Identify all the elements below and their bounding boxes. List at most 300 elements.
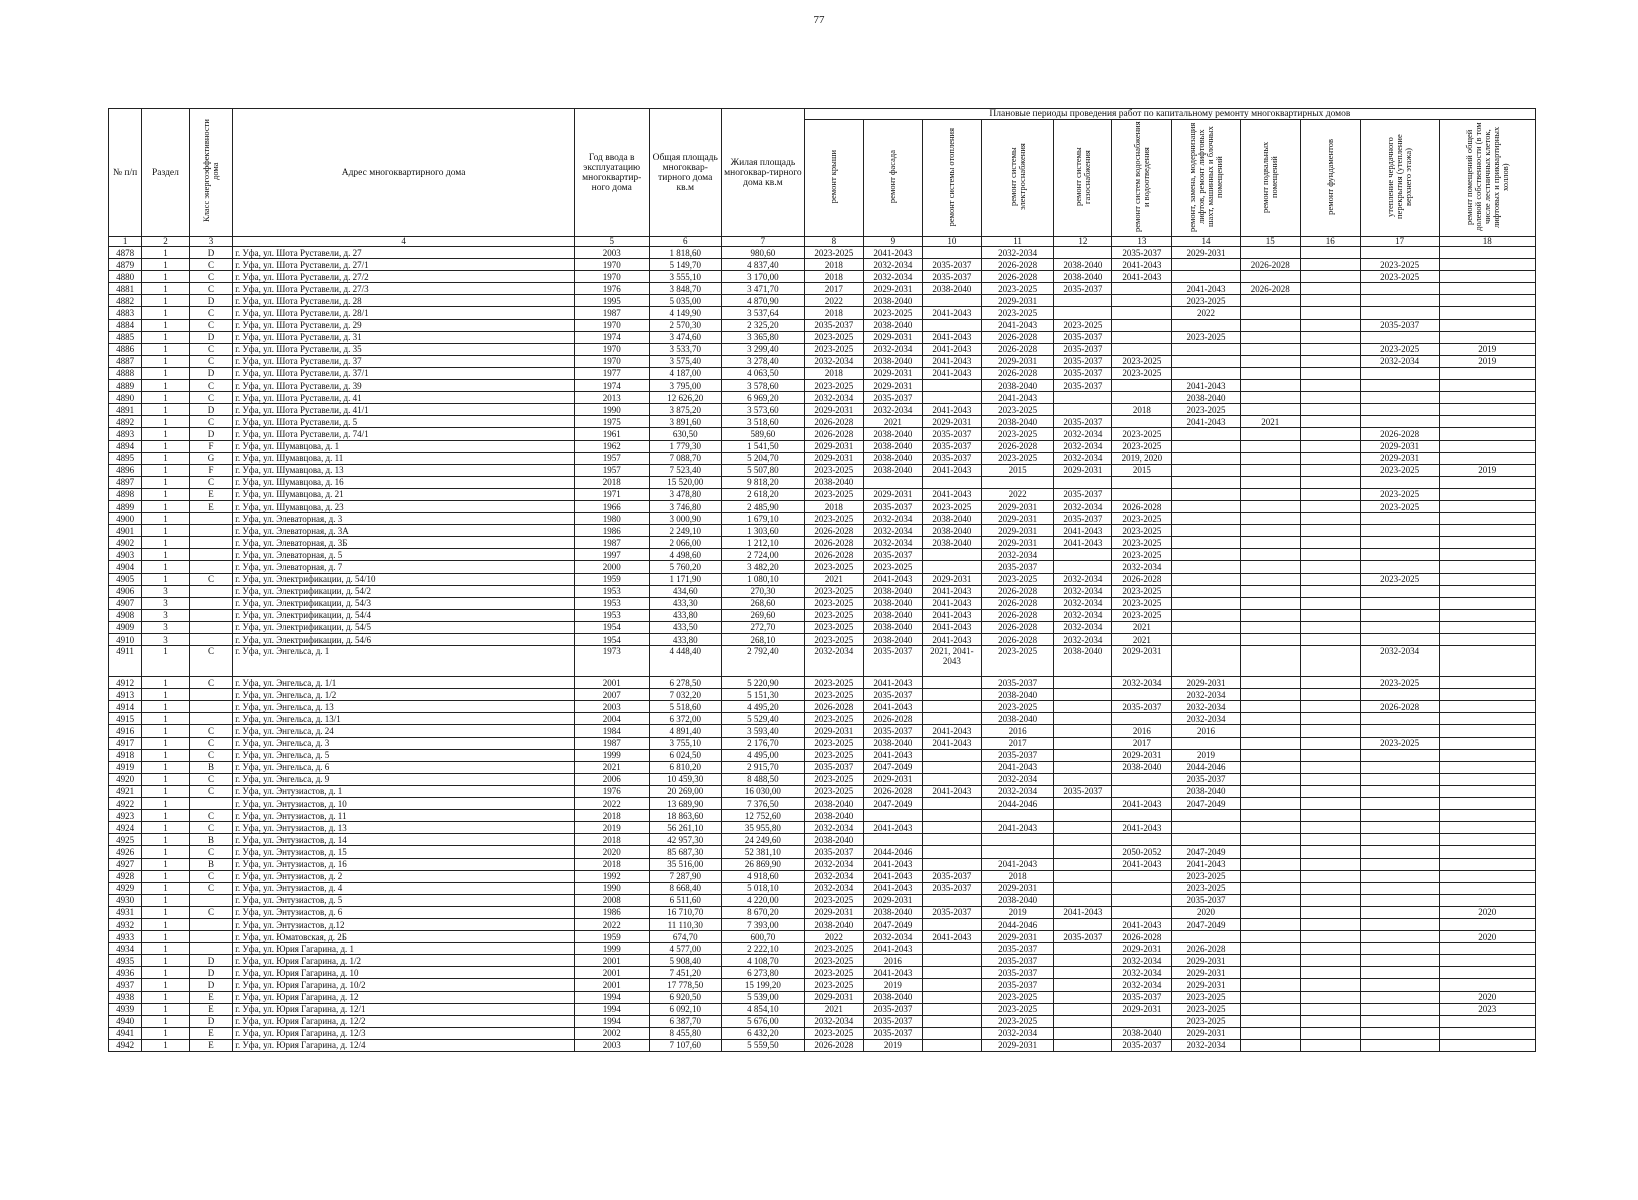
table-cell: 4922 [109,798,142,810]
table-cell: 1 541,50 [721,440,804,452]
table-cell: B [189,761,232,773]
table-cell: 1999 [574,749,649,761]
table-cell: E [189,488,232,500]
table-cell: 1 [142,464,190,476]
table-row [109,1003,1536,1015]
table-cell: 2023-2025 [981,1015,1053,1027]
table-cell: 3 891,60 [649,416,721,428]
table-cell: C [189,785,232,797]
table-cell: 1994 [574,1003,649,1015]
table-cell [1439,810,1536,822]
table-cell [1172,573,1240,585]
table-cell [863,834,922,846]
table-cell [1240,561,1300,573]
table-cell: 1 [142,561,190,573]
table-cell: 4910 [109,634,142,646]
table-cell [1439,549,1536,561]
table-cell [1172,500,1240,512]
table-cell: 2041-2043 [863,701,922,713]
column-number-cell: 16 [1300,237,1360,247]
table-cell [1240,404,1300,416]
header-cell: ремонт системы электроснабжения [981,120,1053,237]
table-cell: 2023-2025 [1112,525,1172,537]
table-cell: 2035-2037 [981,677,1053,689]
capital-repair-table [108,108,1536,1052]
table-cell [1439,689,1536,701]
table-cell [1112,416,1172,428]
table-cell: 2006 [574,773,649,785]
table-cell: 4878 [109,247,142,259]
table-cell [1300,1015,1360,1027]
table-cell: 2032-2034 [1112,677,1172,689]
table-cell: 2041-2043 [1112,259,1172,271]
table-row [109,367,1536,379]
table-cell [1439,979,1536,991]
table-cell: 4904 [109,561,142,573]
table-cell [1240,380,1300,392]
table-cell: 2026-2028 [1172,943,1240,955]
table-cell: 2038-2040 [863,991,922,1003]
table-cell [1439,561,1536,573]
table-cell: 2016 [863,955,922,967]
table-row [109,773,1536,785]
table-cell: 2023-2025 [1172,331,1240,343]
table-cell: 4900 [109,513,142,525]
table-cell: 4 187,00 [649,367,721,379]
table-cell: 4887 [109,355,142,367]
table-cell [1054,955,1112,967]
table-cell: 2035-2037 [1360,319,1439,331]
table-cell [1240,713,1300,725]
table-row [109,271,1536,283]
table-cell: B [189,834,232,846]
table-cell: 2023-2025 [804,247,863,259]
table-cell: 2035-2037 [922,271,981,283]
address-cell: г. Уфа, ул. Шумавцова, д. 16 [233,476,575,488]
table-body [109,247,1536,1052]
table-cell [1300,271,1360,283]
table-cell [189,798,232,810]
table-cell: 1 [142,525,190,537]
table-cell: 2021 [1240,416,1300,428]
address-cell: г. Уфа, ул. Шота Руставели, д. 74/1 [233,428,575,440]
table-cell: 8 670,20 [721,906,804,918]
table-cell: 2029-2031 [1112,646,1172,677]
table-cell: 2038-2040 [981,894,1053,906]
table-cell: 2041-2043 [922,367,981,379]
table-cell: 2038-2040 [804,834,863,846]
table-cell [1240,979,1300,991]
table-cell: 2023-2025 [1172,295,1240,307]
table-cell: 3 471,70 [721,283,804,295]
table-row [109,737,1536,749]
table-cell: 2003 [574,1039,649,1051]
table-cell: 2023-2025 [1112,355,1172,367]
table-cell: 674,70 [649,931,721,943]
table-cell: 5 151,30 [721,689,804,701]
table-cell: 2041-2043 [1172,283,1240,295]
table-cell: 6 920,50 [649,991,721,1003]
table-cell: 2038-2040 [863,609,922,621]
table-cell: 4940 [109,1015,142,1027]
table-cell: 1986 [574,525,649,537]
table-cell [1054,979,1112,991]
table-cell: 2023-2025 [1360,500,1439,512]
table-cell: 2008 [574,894,649,906]
table-cell [1054,307,1112,319]
table-cell: 4918 [109,749,142,761]
table-cell: 1970 [574,343,649,355]
table-cell: 2023-2025 [1360,464,1439,476]
table-cell: 2023-2025 [1112,367,1172,379]
table-cell [1300,870,1360,882]
table-cell: 2032-2034 [1054,428,1112,440]
table-cell: 1 303,60 [721,525,804,537]
table-cell: F [189,464,232,476]
table-cell [1439,677,1536,689]
table-cell [922,846,981,858]
table-cell: C [189,392,232,404]
table-cell [1360,525,1439,537]
table-cell [1240,585,1300,597]
table-cell [1054,1039,1112,1051]
table-cell: 4 891,40 [649,725,721,737]
table-cell: 4 870,90 [721,295,804,307]
header-cell: ремонт системы газоснабжения [1054,120,1112,237]
table-cell [1054,943,1112,955]
table-cell [1240,549,1300,561]
table-cell: 13 689,90 [649,798,721,810]
table-cell [1240,597,1300,609]
table-cell: 2023-2025 [981,283,1053,295]
table-cell [189,634,232,646]
table-cell: 4913 [109,689,142,701]
table-cell: 2032-2034 [1054,597,1112,609]
table-cell [1054,476,1112,488]
column-number-cell: 8 [804,237,863,247]
table-cell: 2026-2028 [981,634,1053,646]
table-cell [922,810,981,822]
table-cell: 2023-2025 [804,585,863,597]
column-number-row [109,237,1536,247]
table-cell [1240,1003,1300,1015]
table-cell: 1 [142,440,190,452]
table-cell: 2023-2025 [1112,549,1172,561]
table-row [109,822,1536,834]
table-cell: E [189,991,232,1003]
table-cell [1439,380,1536,392]
table-cell: 2002 [574,1027,649,1039]
table-cell: 2029-2031 [804,404,863,416]
table-cell [1240,355,1300,367]
table-cell: 1 [142,773,190,785]
table-cell: 2032-2034 [1112,967,1172,979]
table-cell: 3 518,60 [721,416,804,428]
table-cell: 1974 [574,331,649,343]
table-cell [1300,761,1360,773]
table-cell [189,894,232,906]
table-cell: 2029-2031 [981,882,1053,894]
table-row [109,918,1536,930]
table-cell: 2038-2040 [922,513,981,525]
table-cell [1240,785,1300,797]
table-cell: D [189,967,232,979]
table-cell [1300,259,1360,271]
table-cell: 2023-2025 [1112,537,1172,549]
table-cell [981,476,1053,488]
table-cell: 1975 [574,416,649,428]
table-cell [1112,392,1172,404]
table-cell [1300,943,1360,955]
table-cell: 2035-2037 [1054,931,1112,943]
table-cell: 2044-2046 [981,918,1053,930]
address-cell: г. Уфа, ул. Электрификации, д. 54/5 [233,621,575,633]
table-cell [1439,597,1536,609]
address-cell: г. Уфа, ул. Электрификации, д. 54/2 [233,585,575,597]
table-cell: 2035-2037 [863,689,922,701]
table-cell [1300,979,1360,991]
column-number-cell: 6 [649,237,721,247]
table-cell [1360,585,1439,597]
table-cell: 2032-2034 [804,1015,863,1027]
table-cell [1360,1015,1439,1027]
table-cell: 2032-2034 [863,271,922,283]
table-cell [1300,931,1360,943]
table-cell [1172,464,1240,476]
table-cell [1054,991,1112,1003]
table-cell: 1 [142,452,190,464]
table-cell: 2038-2040 [804,918,863,930]
table-cell: 2041-2043 [1112,858,1172,870]
table-cell [1439,773,1536,785]
table-cell: 1961 [574,428,649,440]
table-cell: 1970 [574,271,649,283]
table-cell [1439,882,1536,894]
table-cell [1172,561,1240,573]
table-cell [1172,355,1240,367]
table-cell: 2015 [1112,464,1172,476]
table-cell: 2032-2034 [804,858,863,870]
header-cell: ремонт систем водоснабжения и водоотведения [1112,120,1172,237]
table-cell: 5 518,60 [649,701,721,713]
table-cell: 1 [142,476,190,488]
header-cell: Класс энергоэффективности дома [189,109,232,237]
address-cell: г. Уфа, ул. Шота Руставели, д. 37/1 [233,367,575,379]
table-cell: 2021 [863,416,922,428]
table-cell: 3 474,60 [649,331,721,343]
table-cell: 2041-2043 [863,967,922,979]
table-cell: 4888 [109,367,142,379]
table-cell: 2023 [1439,1003,1536,1015]
table-cell: 4889 [109,380,142,392]
table-cell [863,810,922,822]
table-cell: 2041-2043 [922,597,981,609]
table-cell: 4911 [109,646,142,677]
table-cell [1300,343,1360,355]
table-cell [1240,858,1300,870]
table-cell: 2032-2034 [863,343,922,355]
table-cell: 2023-2025 [1112,597,1172,609]
table-cell: 2026-2028 [1240,283,1300,295]
table-cell [1054,810,1112,822]
table-cell [1439,1039,1536,1051]
table-cell [1240,931,1300,943]
table-cell: 2032-2034 [1054,621,1112,633]
address-cell: г. Уфа, ул. Шота Руставели, д. 35 [233,343,575,355]
table-cell: 2035-2037 [1054,488,1112,500]
table-cell: 2041-2043 [922,464,981,476]
table-cell: 1 [142,943,190,955]
table-cell: 1970 [574,355,649,367]
table-cell [1112,319,1172,331]
table-cell: 2044-2046 [1172,761,1240,773]
table-cell: 2026-2028 [804,525,863,537]
table-cell: 2023-2025 [1112,440,1172,452]
table-cell: 2038-2040 [1054,646,1112,677]
table-cell [1439,894,1536,906]
column-number-cell: 17 [1360,237,1439,247]
table-cell: 2020 [1172,906,1240,918]
table-cell [1240,967,1300,979]
table-cell [1054,761,1112,773]
table-cell: 1994 [574,1015,649,1027]
group-header: Плановые периоды проведения работ по капитальному ремонту многоквартирных домов [804,109,1535,120]
table-cell: 3 593,40 [721,725,804,737]
table-cell [1439,822,1536,834]
table-cell [1360,870,1439,882]
table-cell: 2029-2031 [804,991,863,1003]
table-cell: C [189,822,232,834]
table-cell: 2016 [981,725,1053,737]
table-cell: 3 [142,634,190,646]
table-cell [1054,1015,1112,1027]
table-cell: 2041-2043 [1054,537,1112,549]
table-cell [1360,689,1439,701]
table-cell: 2023-2025 [981,452,1053,464]
table-cell: 2041-2043 [863,882,922,894]
table-cell [1300,295,1360,307]
table-cell [1054,404,1112,416]
table-cell [1300,367,1360,379]
table-cell: 2041-2043 [981,761,1053,773]
table-cell: 4912 [109,677,142,689]
address-cell: г. Уфа, ул. Энтузиастов, д. 14 [233,834,575,846]
table-cell: 2038-2040 [981,713,1053,725]
table-cell [1054,1003,1112,1015]
table-cell: C [189,773,232,785]
table-cell [1112,476,1172,488]
table-cell [1300,500,1360,512]
table-cell [1360,537,1439,549]
table-cell: 2041-2043 [863,247,922,259]
table-cell: 4906 [109,585,142,597]
table-cell: 2 570,30 [649,319,721,331]
table-row [109,452,1536,464]
table-cell: 3 [142,621,190,633]
table-cell: 2041-2043 [1112,271,1172,283]
table-cell [1360,882,1439,894]
column-number-cell: 13 [1112,237,1172,247]
table-cell [1054,834,1112,846]
header-cell: Жилая площадь многоквар-тирного дома кв.м [721,109,804,237]
table-cell: 2041-2043 [1112,798,1172,810]
table-cell: 2021, 2041-2043 [922,646,981,677]
table-cell: 2038-2040 [922,537,981,549]
table-cell: 2035-2037 [981,979,1053,991]
table-cell [1300,416,1360,428]
address-cell: г. Уфа, ул. Энгельса, д. 6 [233,761,575,773]
table-row [109,500,1536,512]
table-cell: 2026-2028 [1360,701,1439,713]
table-cell: C [189,343,232,355]
table-cell: 1957 [574,452,649,464]
table-cell: 4930 [109,894,142,906]
table-cell: D [189,428,232,440]
table-cell [1300,737,1360,749]
table-cell: 1 [142,307,190,319]
table-cell: 2041-2043 [981,392,1053,404]
table-cell: 4929 [109,882,142,894]
table-cell: 1957 [574,464,649,476]
address-cell: г. Уфа, ул. Шота Руставели, д. 27/3 [233,283,575,295]
table-cell [1360,283,1439,295]
table-cell [1439,701,1536,713]
table-cell [1439,609,1536,621]
table-cell: 6 511,60 [649,894,721,906]
table-cell: 2000 [574,561,649,573]
table-cell [1439,404,1536,416]
table-cell: 6 278,50 [649,677,721,689]
table-cell: 2041-2043 [1112,822,1172,834]
table-cell: 2041-2043 [981,858,1053,870]
table-cell: E [189,1039,232,1051]
column-number-cell: 12 [1054,237,1112,247]
table-cell [1300,1003,1360,1015]
header-cell: ремонт фасада [863,120,922,237]
table-cell [1300,525,1360,537]
table-cell: 2001 [574,677,649,689]
table-cell [1240,761,1300,773]
table-cell: 2023-2025 [804,749,863,761]
table-cell: 1 [142,488,190,500]
table-cell: 2026-2028 [981,367,1053,379]
table-cell [1300,906,1360,918]
table-cell: 2026-2028 [863,713,922,725]
table-cell: E [189,500,232,512]
table-cell: 433,50 [649,621,721,633]
table-cell [1300,634,1360,646]
table-cell: 1992 [574,870,649,882]
table-cell: 2032-2034 [863,525,922,537]
table-cell: 2016 [1112,725,1172,737]
table-cell [1439,858,1536,870]
table-cell [1360,773,1439,785]
table-cell [922,1027,981,1039]
table-cell: 2023-2025 [1172,870,1240,882]
table-cell: 2041-2043 [922,725,981,737]
table-cell [1439,440,1536,452]
table-cell: 1 [142,1027,190,1039]
table-cell [1439,761,1536,773]
table-cell: 2032-2034 [1054,452,1112,464]
table-cell: 1 [142,798,190,810]
table-cell: 2013 [574,392,649,404]
table-cell: 2019 [574,822,649,834]
address-cell: г. Уфа, ул. Юрия Гагарина, д. 1 [233,943,575,955]
table-cell: 6 432,20 [721,1027,804,1039]
table-row [109,634,1536,646]
table-cell [189,918,232,930]
